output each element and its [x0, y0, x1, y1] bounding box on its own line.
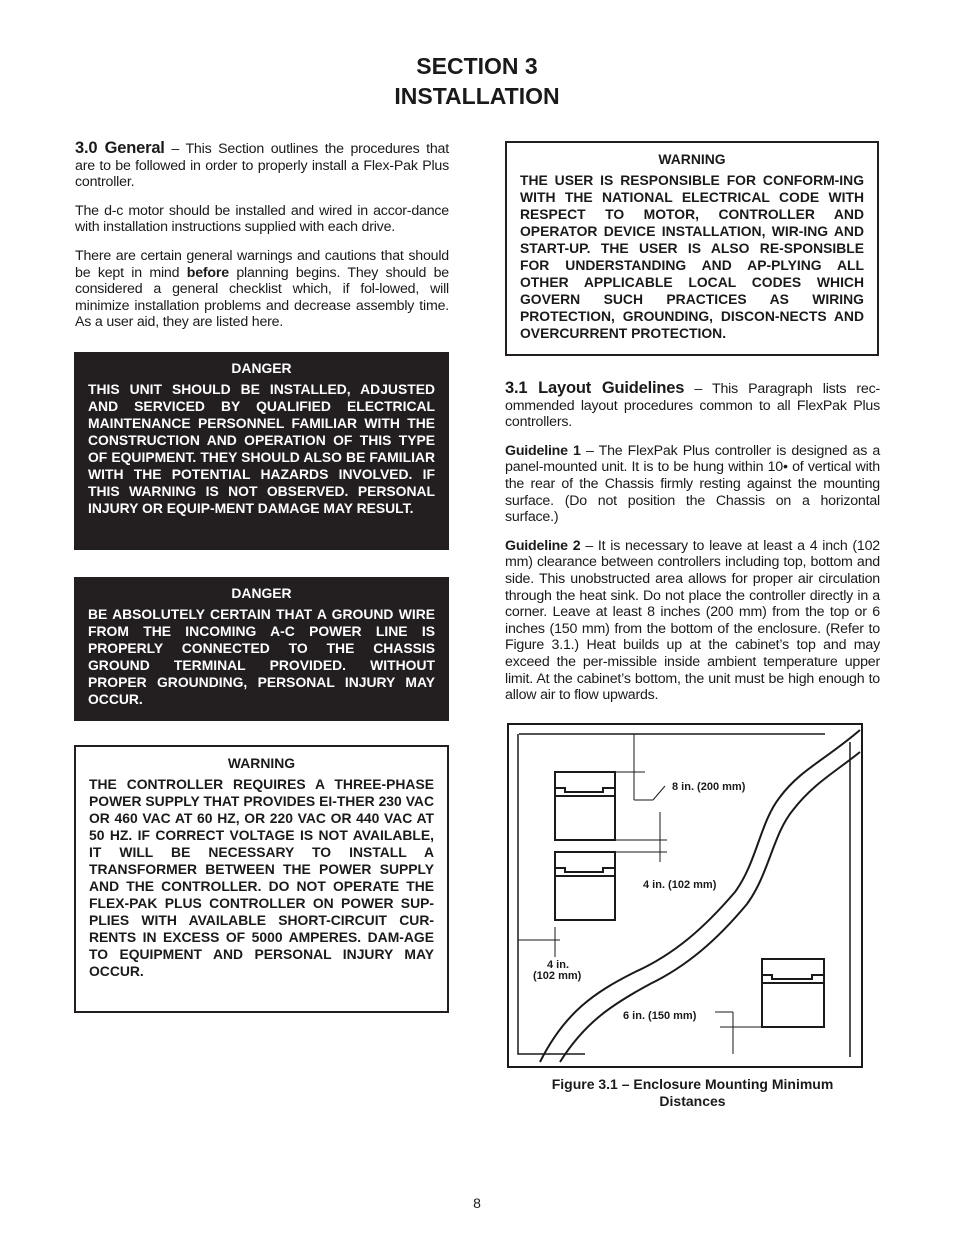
page-title: INSTALLATION	[394, 83, 560, 109]
general-section	[75, 140, 449, 343]
danger-text: BE ABSOLUTELY CERTAIN THAT A GROUND WIRE FROM THE INCOMING A-C POWER LINE IS PROPERLY CONNECTED TO THE CHASSIS GROUND TERMINAL PROVIDED. WITHOUT PROPER GROUNDING, PERSONAL INJURY MAY OCCUR.	[88, 606, 435, 707]
figure-caption: Figure 3.1 – Enclosure Mounting Minimum Distances	[551, 1076, 834, 1109]
danger-heading: DANGER	[231, 360, 292, 376]
general-paragraph-2: The d-c motor should be installed and wired in accor-dance with installation instructions supplied with each drive.	[75, 202, 449, 236]
dimension-label-between: 4 in. (102 mm)	[643, 879, 717, 891]
warning-text: THE USER IS RESPONSIBLE FOR CONFORM-ING WITH THE NATIONAL ELECTRICAL CODE WITH RESPECT TO MOTOR, CONTROLLER AND OPERATOR DEVICE INSTALLATION, WIR-ING AND START-UP. THE USER IS ALSO RE-SPONSIBLE FOR UNDERSTANDING AND AP-PLYING ALL OTHER APPLICABLE LOCAL CODES WHICH GOVERN SUCH PRACTICES AS WIRING PROTECTION, GROUNDING, DISCON-NECTS AND OVERCURRENT PROTECTION.	[520, 172, 864, 341]
guideline-1: Guideline 1 – The FlexPak Plus controller is designed as a panel-mounted unit. It is to be hung within 10• of vertical with the rear of the Chassis firmly resting against the mounting surface. (Do not position the Chassis on a horizontal surface.)	[505, 442, 881, 526]
dimension-label-side-line2: (102 mm)	[533, 970, 582, 982]
warning-box-user-responsibility	[505, 141, 879, 356]
danger-text: THIS UNIT SHOULD BE INSTALLED, ADJUSTED AND SERVICED BY QUALIFIED ELECTRICAL MAINTENANCE PERSONNEL FAMILIAR WITH THE CONSTRUCTION AND OPERATION OF THIS TYPE OF EQUIPMENT. THEY SHOULD ALSO BE FAMILIAR WITH THE POTENTIAL HAZARDS INVOLVED. IF THIS WARNING IS NOT OBSERVED. PERSONAL INJURY OR EQUIP-MENT DAMAGE MAY RESULT.	[88, 381, 435, 516]
warning-heading: WARNING	[658, 151, 726, 167]
page-number: 8	[473, 1195, 481, 1211]
danger-box-ground-wire	[74, 577, 449, 721]
controller-unit-top	[555, 772, 615, 840]
layout-intro: 3.1 Layout Guidelines – This Paragraph lists rec-ommended layout procedures common to all FlexPak Plus controllers.	[505, 379, 881, 431]
warning-heading: WARNING	[227, 755, 296, 771]
general-paragraph-3: There are certain general warnings and cautions that should be kept in mind before planning begins. They should be considered a general checklist which, if fol-lowed, will minimize installation problems and decrease assembly time. As a user aid, they are listed here.	[75, 247, 449, 331]
dimension-label-side-line1: 4 in.	[547, 959, 570, 971]
enclosure-mounting-figure	[505, 722, 865, 1072]
section-number: SECTION 3	[416, 53, 538, 79]
dimension-label-bottom: 6 in. (150 mm)	[623, 1010, 697, 1022]
danger-box-qualified-personnel	[74, 352, 449, 550]
dimension-between-clearance	[615, 812, 667, 862]
controller-unit-bottom	[762, 959, 824, 1027]
general-paragraph-1: 3.0 General – This Section outlines the procedures that are to be followed in order to properly install a Flex-Pak Plus controller.	[75, 139, 449, 191]
warning-text: THE CONTROLLER REQUIRES A THREE-PHASE POWER SUPPLY THAT PROVIDES EI-THER 230 VAC OR 460 VAC AT 60 HZ, OR 220 VAC OR 440 VAC AT 50 HZ. IF CORRECT VOLTAGE IS NOT AVAILABLE, IT WILL BE NECESSARY TO INSTALL A TRANSFORMER BETWEEN THE POWER SUPPLY AND THE CONTROLLER. DO NOT OPERATE THE FLEX-PAK PLUS CONTROLLER ON POWER SUP-PLIES WITH AVAILABLE SHORT-CIRCUIT CUR-RENTS IN EXCESS OF 5000 AMPERES. DAM-AGE TO EQUIPMENT AND PERSONAL INJURY MAY OCCUR.	[89, 776, 434, 979]
dimension-label-top: 8 in. (200 mm)	[672, 781, 746, 793]
warning-box-power-supply	[74, 745, 449, 1013]
dimension-top-clearance	[615, 734, 665, 800]
layout-guidelines-section	[505, 380, 880, 716]
guideline-2: Guideline 2 – It is necessary to leave at least a 4 inch (102 mm) clearance between controllers including top, bottom and side. This unobstructed area allows for proper air circulation through the heat sink. Do not place the controller directly in a corner. Leave at least 8 inches (200 mm) from the top or 6 inches (150 mm) from the bottom of the enclosure. (Refer to Figure 3.1.) Heat builds up at the cabinet’s top and may exceed the per-missible inside ambient temperature upper limit. At the cabinet’s bottom, the unit must be high enough to allow air to flow upwards.	[505, 537, 880, 704]
danger-heading: DANGER	[231, 585, 292, 601]
layout-heading: 3.1 Layout Guidelines	[505, 379, 685, 397]
dimension-bottom-clearance	[715, 1012, 767, 1054]
general-heading: 3.0 General	[75, 139, 165, 157]
controller-unit-middle	[555, 852, 615, 920]
dimension-side-clearance	[518, 927, 560, 957]
